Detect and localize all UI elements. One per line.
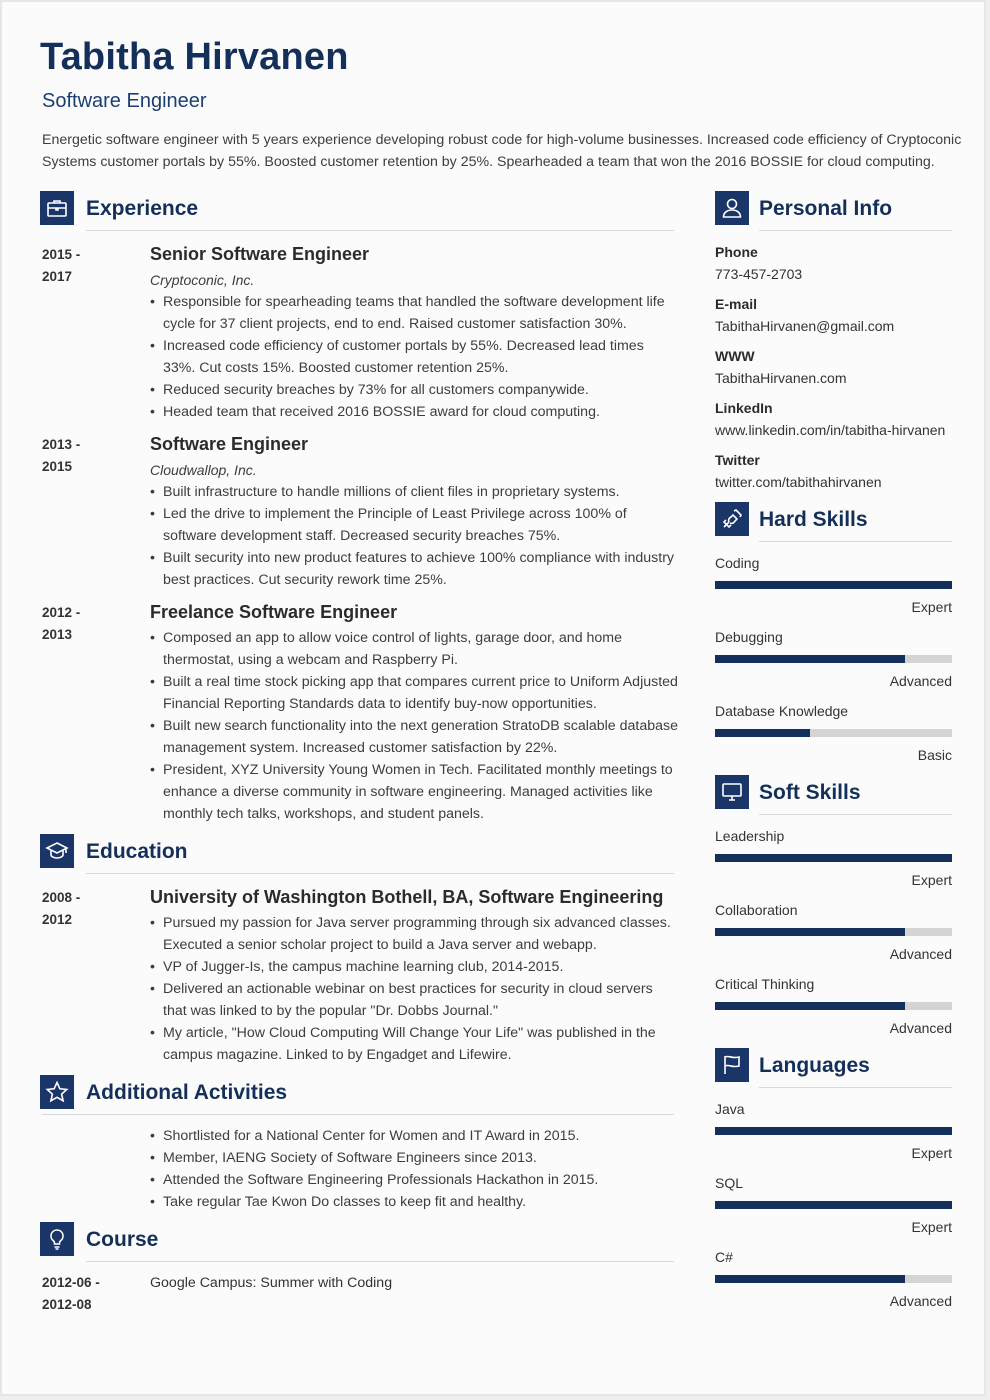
hard-skill-3-name: Database Knowledge (715, 703, 849, 719)
job-1-company: Cryptoconic, Inc. (150, 272, 255, 288)
lightbulb-icon (40, 1222, 74, 1256)
languages-heading: Languages (759, 1054, 870, 1077)
list-item: • Responsible for spearheading teams that handled the software development life cycle for 37 client projects, end to end. Raised customer satisfaction 30%. (150, 291, 680, 335)
personal-info-heading: Personal Info (759, 197, 893, 220)
list-item: • Led the drive to implement the Principle of Least Privilege across 100% of software development staff. Decreased security breaches 75%. (150, 503, 680, 547)
summary: Energetic software engineer with 5 years experience developing robust code for high-volume businesses. Increased code efficiency of Cryptoconic Systems customer portals by 55%. Boosted customer retention by 25%. Spearheaded a team that won the 2016 BOSSIE for cloud computing. (42, 132, 962, 170)
education-1-title: University of Washington Bothell, BA, Software Engineering (150, 887, 664, 907)
hard-skill-1-name: Coding (715, 555, 760, 571)
list-item: • Headed team that received 2016 BOSSIE award for cloud computing. (150, 401, 680, 423)
job-2-bullets (150, 481, 680, 591)
soft-skill-1-bar (715, 854, 952, 862)
language-3-bar (715, 1275, 952, 1283)
list-item: • Built security into new product features to achieve 100% compliance with industry best practices. Cut security rework time 25%. (150, 547, 680, 591)
skill-bar-fill (715, 1002, 905, 1010)
candidate-name: Tabitha Hirvanen (40, 36, 349, 78)
hand-wrench-icon (715, 502, 749, 536)
experience-divider (86, 230, 674, 231)
job-1-dates: 2015 - 2017 (42, 247, 81, 284)
activities-divider (42, 1114, 674, 1115)
skill-bar-fill (715, 1201, 952, 1209)
list-item: • Increased code efficiency of customer portals by 55%. Decreased lead times 33%. Cut costs 15%. Boosted customer retention 25%. (150, 335, 680, 379)
course-1-text: Google Campus: Summer with Coding (150, 1275, 393, 1291)
list-item: • VP of Jugger-Is, the campus machine learning club, 2014-2015. (150, 956, 680, 978)
soft-skill-2-name: Collaboration (715, 902, 798, 918)
job-2-title: Software Engineer (150, 434, 309, 454)
job-2-dates: 2013 - 2015 (42, 437, 81, 474)
language-2-name: SQL (715, 1175, 744, 1191)
list-item: • Attended the Software Engineering Professionals Hackathon in 2015. (150, 1169, 680, 1191)
course-heading: Course (86, 1228, 159, 1251)
education-divider (86, 873, 674, 874)
skill-bar-fill (715, 928, 905, 936)
language-3-level: Advanced (889, 1293, 952, 1309)
email-label: E-mail (715, 296, 758, 312)
language-1-bar (715, 1127, 952, 1135)
list-item: • Built a real time stock picking app that compares current price to Uniform Adjusted Financial Reporting Standards data to identify buy-now opportunities. (150, 671, 680, 715)
skill-bar-fill (715, 729, 810, 737)
hard-skill-2-bar (715, 655, 952, 663)
monitor-icon (715, 775, 749, 809)
job-1-title: Senior Software Engineer (150, 244, 370, 264)
candidate-title: Software Engineer (42, 90, 207, 112)
activities-heading: Additional Activities (86, 1081, 288, 1104)
list-item: • Take regular Tae Kwon Do classes to keep fit and healthy. (150, 1191, 680, 1213)
hard-skill-3-level: Basic (917, 747, 952, 763)
skill-bar-fill (715, 1127, 952, 1135)
soft-skill-2-level: Advanced (889, 946, 952, 962)
soft-skill-3-level: Advanced (889, 1020, 952, 1036)
www-value[interactable]: TabithaHirvanen.com (715, 370, 847, 386)
twitter-value[interactable]: twitter.com/tabithahirvanen (715, 474, 882, 490)
star-icon (40, 1075, 74, 1109)
soft-skills-divider (759, 814, 952, 815)
user-icon (715, 191, 749, 225)
list-item: • Shortlisted for a National Center for Women and IT Award in 2015. (150, 1125, 680, 1147)
list-item: • Reduced security breaches by 73% for all customers companywide. (150, 379, 680, 401)
list-item: • Composed an app to allow voice control of lights, garage door, and home thermostat, using a webcam and Raspberry Pi. (150, 627, 680, 671)
list-item: • Built new search functionality into the next generation StratoDB scalable database management system. Increased customer satisfaction by 22%. (150, 715, 680, 759)
personal-info-divider (759, 230, 952, 231)
hard-skill-2-level: Advanced (889, 673, 952, 689)
language-2-bar (715, 1201, 952, 1209)
list-item: • My article, "How Cloud Computing Will Change Your Life" was published in the campus magazine. Linked to by Engadget and Lifewire. (150, 1022, 680, 1066)
language-1-name: Java (715, 1101, 745, 1117)
linkedin-value[interactable]: www.linkedin.com/in/tabitha-hirvanen (715, 422, 946, 438)
language-2-level: Expert (911, 1219, 952, 1235)
hard-skill-1-bar (715, 581, 952, 589)
education-1-dates: 2008 - 2012 (42, 890, 81, 927)
job-1-bullets (150, 291, 680, 423)
course-1-dates: 2012-06 - 2012-08 (42, 1275, 100, 1312)
hard-skills-heading: Hard Skills (759, 508, 868, 531)
hard-skill-2-name: Debugging (715, 629, 783, 645)
list-item: • Delivered an actionable webinar on best practices for security in cloud servers that was linked to by the popular "Dr. Dobbs Journal." (150, 978, 680, 1022)
skill-bar-fill (715, 854, 952, 862)
phone-label: Phone (715, 244, 758, 260)
linkedin-label: LinkedIn (715, 400, 773, 416)
www-label: WWW (715, 348, 755, 364)
skill-bar-fill (715, 1275, 905, 1283)
skill-bar-fill (715, 581, 952, 589)
soft-skill-1-level: Expert (911, 872, 952, 888)
hard-skill-3-bar (715, 729, 952, 737)
course-divider (86, 1261, 674, 1262)
language-3-name: C# (715, 1249, 733, 1265)
email-value[interactable]: TabithaHirvanen@gmail.com (715, 318, 895, 334)
education-heading: Education (86, 840, 188, 863)
list-item: • Member, IAENG Society of Software Engineers since 2013. (150, 1147, 680, 1169)
flag-icon (715, 1048, 749, 1082)
soft-skill-3-bar (715, 1002, 952, 1010)
job-3-bullets (150, 627, 680, 825)
job-2-company: Cloudwallop, Inc. (150, 462, 257, 478)
job-3-dates: 2012 - 2013 (42, 605, 81, 642)
languages-divider (759, 1087, 952, 1088)
graduation-cap-icon (40, 834, 74, 868)
language-1-level: Expert (911, 1145, 952, 1161)
skill-bar-fill (715, 655, 905, 663)
briefcase-icon (40, 191, 74, 225)
education-1-bullets (150, 912, 680, 1066)
list-item: • Pursued my passion for Java server programming through six advanced classes. Executed a senior scholar project to build a Java server and webapp. (150, 912, 680, 956)
job-3-title: Freelance Software Engineer (150, 602, 398, 622)
twitter-label: Twitter (715, 452, 760, 468)
activities-bullets (150, 1125, 680, 1213)
phone-value[interactable]: 773-457-2703 (715, 266, 803, 282)
soft-skill-2-bar (715, 928, 952, 936)
hard-skills-divider (759, 541, 952, 542)
hard-skill-1-level: Expert (911, 599, 952, 615)
soft-skill-1-name: Leadership (715, 828, 785, 844)
list-item: • President, XYZ University Young Women in Tech. Facilitated monthly meetings to enhance a diverse community in software engineering. Managed activities like monthly tech talks, workshops, and student panels. (150, 759, 680, 825)
experience-heading: Experience (86, 197, 199, 220)
soft-skill-3-name: Critical Thinking (715, 976, 815, 992)
soft-skills-heading: Soft Skills (759, 781, 861, 804)
list-item: • Built infrastructure to handle millions of client files in proprietary systems. (150, 481, 680, 503)
